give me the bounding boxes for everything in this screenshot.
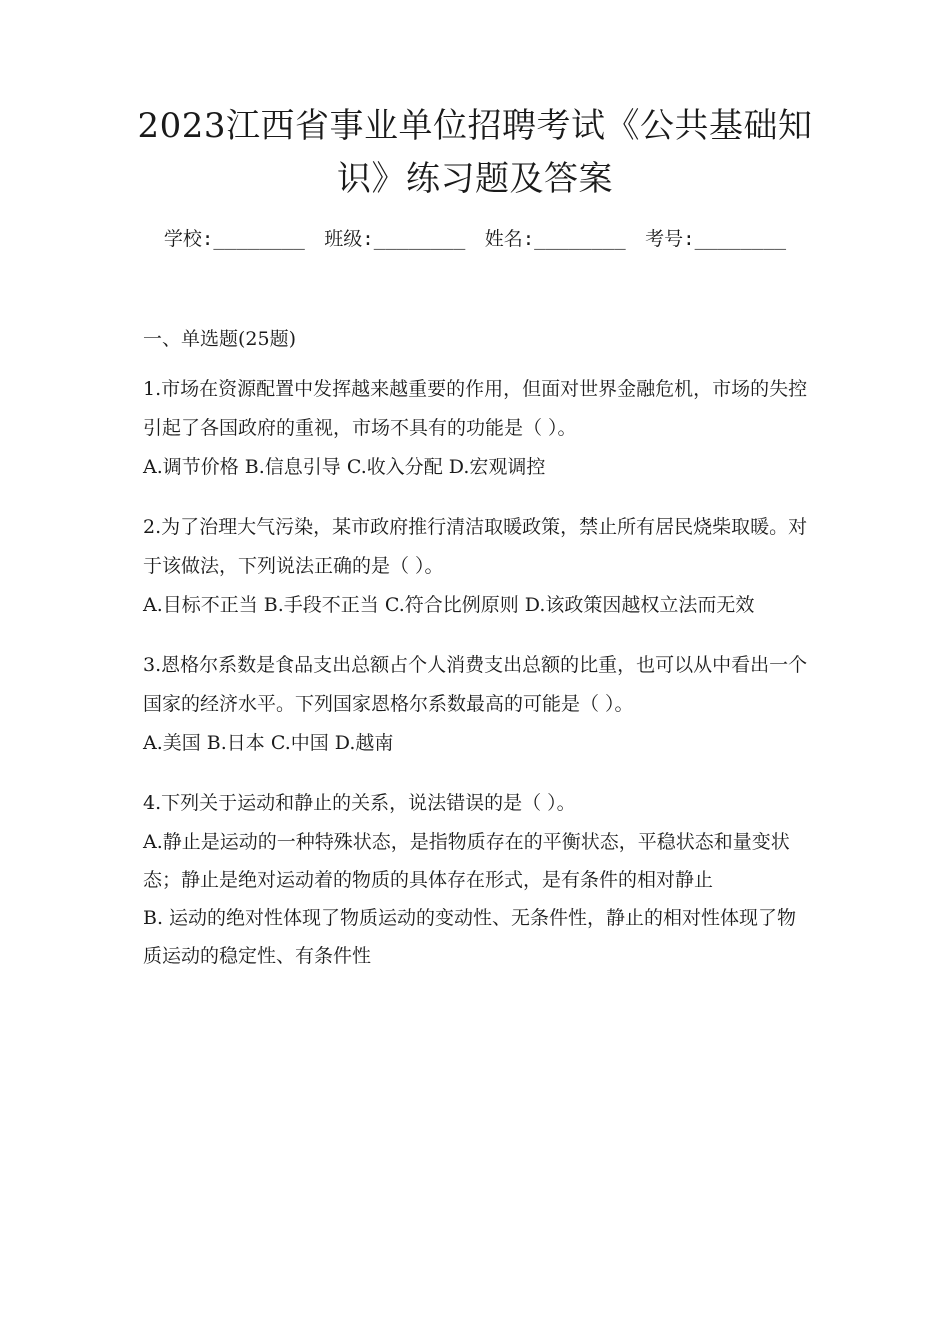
question-stem: 2.为了治理大气污染，某市政府推行清洁取暖政策，禁止所有居民烧柴取暖。对于该做法，下列说法正确的是（ ）。 <box>143 516 808 577</box>
document-title: 2023江西省事业单位招聘考试《公共基础知识》练习题及答案 <box>137 106 813 199</box>
info-field-name <box>485 228 626 250</box>
question-list <box>143 320 811 997</box>
info-field-exam-number <box>645 228 786 250</box>
question-options: A.美国 B.日本 C.中国 D.越南 <box>143 732 394 754</box>
student-info-line <box>0 224 950 254</box>
info-label: 考号: <box>645 228 695 250</box>
question-options: A.调节价格 B.信息引导 C.收入分配 D.宏观调控 <box>143 456 546 478</box>
info-field-class <box>324 228 465 250</box>
info-field-school <box>164 228 305 250</box>
info-blank: ________ <box>694 228 787 250</box>
question-option-b: B. 运动的绝对性体现了物质运动的变动性、无条件性，静止的相对性体现了物质运动的稳定性、有条件性 <box>143 907 797 967</box>
question-item <box>143 784 811 975</box>
section-title: 一、单选题(25题) <box>143 328 297 350</box>
info-label: 班级: <box>324 228 374 250</box>
question-item <box>143 646 811 762</box>
question-options: A.目标不正当 B.手段不正当 C.符合比例原则 D.该政策因越权立法而无效 <box>143 594 755 616</box>
question-item <box>143 370 811 486</box>
info-blank: ________ <box>534 228 626 250</box>
info-label: 学校: <box>163 228 214 250</box>
question-stem: 4.下列关于运动和静止的关系，说法错误的是（ ）。 <box>143 792 576 814</box>
question-stem: 1.市场在资源配置中发挥越来越重要的作用，但面对世界金融危机，市场的失控引起了各国政府的重视，市场不具有的功能是（ ）。 <box>143 378 808 439</box>
question-stem: 3.恩格尔系数是食品支出总额占个人消费支出总额的比重，也可以从中看出一个国家的经济水平。下列国家恩格尔系数最高的可能是（ ）。 <box>143 654 808 715</box>
question-option-a: A.静止是运动的一种特殊状态，是指物质存在的平衡状态，平稳状态和量变状态；静止是绝对运动着的物质的具体存在形式，是有条件的相对静止 <box>143 831 790 891</box>
info-label: 姓名: <box>484 228 535 250</box>
question-item <box>143 508 811 624</box>
info-blank: ________ <box>373 228 466 250</box>
info-blank: ________ <box>213 228 305 250</box>
